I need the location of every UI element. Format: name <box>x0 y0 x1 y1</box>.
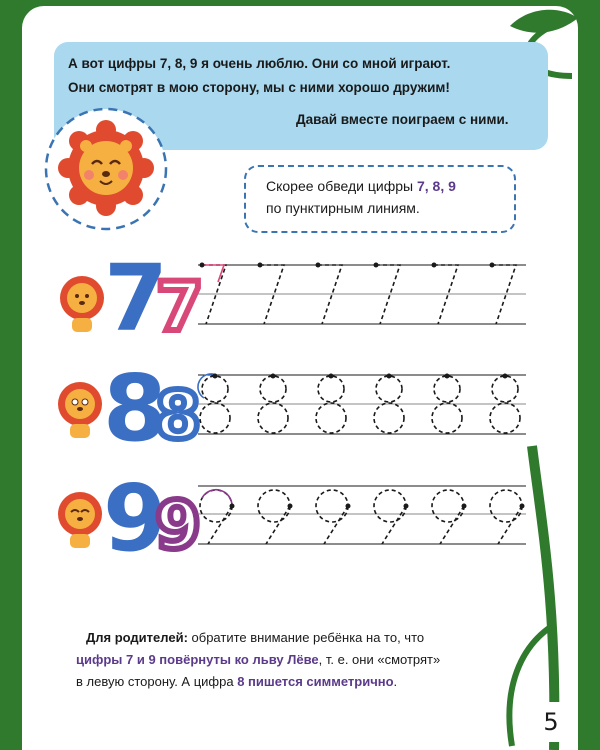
tracing-row-7 <box>50 250 540 350</box>
instruction-line-2: по пунктирным линиям. <box>266 200 420 216</box>
parents-label: Для родителей: <box>86 630 188 645</box>
intro-line-1: А вот цифры 7, 8, 9 я очень люблю. Они со мной играют. <box>68 56 451 71</box>
intro-line-2: Они смотрят в мою сторону, мы с ними хорошо дружим! <box>68 80 450 95</box>
parents-line-3 <box>76 674 397 690</box>
parents-highlight: 8 пишется симметрично <box>237 674 394 689</box>
parents-highlight: цифры 7 и 9 повёрнуты ко льву Лёве <box>76 652 319 667</box>
big-digit-7: 7 <box>104 250 169 350</box>
instruction-box <box>244 165 516 233</box>
big-digit-8: 8 <box>103 360 168 460</box>
parents-line-1 <box>86 630 424 646</box>
small-lion-icon <box>58 492 102 548</box>
lion-mascot-icon <box>43 106 169 232</box>
parents-line-2 <box>76 652 440 668</box>
parents-text: , т. е. они «смотрят» <box>318 652 441 667</box>
intro-line-3: Давай вместе поиграем с ними. <box>296 112 509 127</box>
instruction-line-1 <box>266 177 456 195</box>
tracing-row-8 <box>40 360 540 460</box>
small-lion-icon <box>60 276 104 332</box>
parents-text: обратите внимание ребёнка на то, что <box>187 630 425 645</box>
instruction-text: Скорее обведи цифры <box>266 178 417 194</box>
instruction-digits: 7, 8, 9 <box>416 178 456 194</box>
page-number: 5 <box>534 702 568 742</box>
big-digit-9: 9 <box>103 470 168 570</box>
guide-digit-9: 9 <box>155 487 201 564</box>
guide-digit-8: 8 <box>155 377 201 454</box>
tracing-row-9 <box>40 470 540 570</box>
parents-text: . <box>393 674 398 689</box>
guide-digit-7: 7 <box>156 268 204 347</box>
small-lion-icon <box>58 382 102 438</box>
parents-text: в левую сторону. А цифра <box>76 674 238 689</box>
